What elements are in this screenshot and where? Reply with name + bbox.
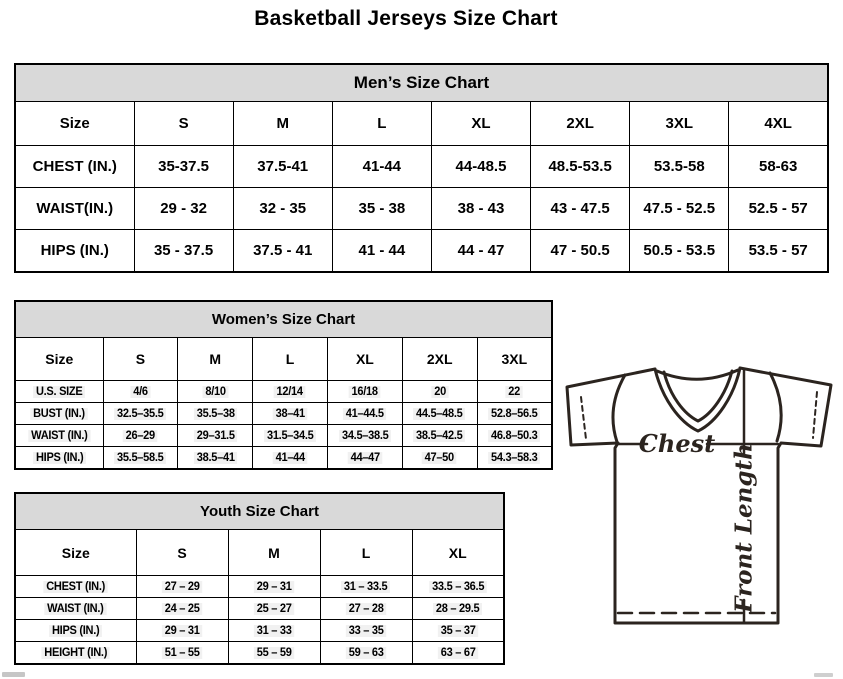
table-cell xyxy=(412,620,504,642)
page-title: Basketball Jerseys Size Chart xyxy=(254,7,558,30)
womens-size-chart-table xyxy=(14,300,553,470)
cell-text: 28 – 29.5 xyxy=(433,603,482,615)
cell-text: 52.8–56.5 xyxy=(488,408,540,420)
table-cell xyxy=(402,381,477,403)
table-cell: 52.5 - 57 xyxy=(729,188,828,230)
table-cell: 48.5-53.5 xyxy=(531,146,630,188)
row-label: HIPS (IN.) xyxy=(15,230,134,273)
scrollbar-thumb-right[interactable] xyxy=(814,673,833,677)
cell-text: 29 – 31 xyxy=(162,625,203,637)
cell-text: HIPS (IN.) xyxy=(33,452,86,464)
column-header: 4XL xyxy=(729,102,828,146)
cell-text: 31 – 33.5 xyxy=(341,581,390,593)
table-cell: 35 - 37.5 xyxy=(134,230,233,273)
table-cell xyxy=(402,425,477,447)
cell-text: 44–47 xyxy=(347,452,382,464)
table-row xyxy=(15,576,504,598)
cell-text: 34.5–38.5 xyxy=(339,430,391,442)
table-cell xyxy=(477,425,552,447)
table-cell: 41-44 xyxy=(332,146,431,188)
chest-label: Chest xyxy=(638,429,716,458)
table-cell xyxy=(402,447,477,470)
table-cell: 32 - 35 xyxy=(233,188,332,230)
cell-text: 59 – 63 xyxy=(346,647,387,659)
table-cell xyxy=(103,403,178,425)
cell-text: 44.5–48.5 xyxy=(414,408,466,420)
table-cell: 50.5 - 53.5 xyxy=(630,230,729,273)
cell-text: 46.8–50.3 xyxy=(488,430,540,442)
table-cell xyxy=(412,598,504,620)
table-cell: 44 - 47 xyxy=(431,230,530,273)
cell-text: BUST (IN.) xyxy=(31,408,88,420)
table-cell xyxy=(253,425,328,447)
table-cell: 47 - 50.5 xyxy=(531,230,630,273)
table-cell xyxy=(253,403,328,425)
cell-text: 12/14 xyxy=(274,386,306,398)
right-sleeve-dash xyxy=(813,392,817,438)
cell-text: WAIST (IN.) xyxy=(45,603,107,615)
scrollbar-thumb-left[interactable] xyxy=(2,672,25,677)
table-cell: 58-63 xyxy=(729,146,828,188)
column-header: 2XL xyxy=(531,102,630,146)
table-row xyxy=(15,381,552,403)
cell-text: 38–41 xyxy=(273,408,308,420)
left-sleeve-dash xyxy=(581,397,586,439)
column-header: S xyxy=(103,338,178,381)
table-cell xyxy=(402,403,477,425)
table-cell xyxy=(136,598,228,620)
table-cell xyxy=(178,403,253,425)
column-header: M xyxy=(228,530,320,576)
table-row xyxy=(15,403,552,425)
youth-table-title: Youth Size Chart xyxy=(15,493,504,530)
cell-text: 20 xyxy=(431,386,448,398)
cell-text: 55 – 59 xyxy=(254,647,295,659)
cell-text: 31.5–34.5 xyxy=(264,430,316,442)
table-cell: 29 - 32 xyxy=(134,188,233,230)
table-cell xyxy=(178,425,253,447)
cell-text: 35 – 37 xyxy=(437,625,478,637)
cell-text: 35.5–38 xyxy=(193,408,237,420)
cell-text: 38.5–41 xyxy=(193,452,237,464)
table-cell xyxy=(136,576,228,598)
table-cell: 35-37.5 xyxy=(134,146,233,188)
row-label xyxy=(15,642,136,665)
table-cell: 38 - 43 xyxy=(431,188,530,230)
table-cell xyxy=(136,620,228,642)
table-cell xyxy=(327,425,402,447)
cell-text: 47–50 xyxy=(422,452,457,464)
cell-text: 25 – 27 xyxy=(254,603,295,615)
table-cell: 53.5 - 57 xyxy=(729,230,828,273)
column-header: L xyxy=(332,102,431,146)
table-cell xyxy=(178,381,253,403)
table-cell xyxy=(320,642,412,665)
table-cell xyxy=(178,447,253,470)
cell-text: 38.5–42.5 xyxy=(414,430,466,442)
column-header: Size xyxy=(15,102,134,146)
mens-table-title: Men’s Size Chart xyxy=(15,64,828,102)
table-cell xyxy=(136,642,228,665)
cell-text: WAIST (IN.) xyxy=(28,430,90,442)
table-row xyxy=(15,188,828,230)
table-cell xyxy=(228,642,320,665)
table-cell xyxy=(103,381,178,403)
cell-text: 33 – 35 xyxy=(346,625,387,637)
table-row xyxy=(15,425,552,447)
table-cell xyxy=(320,620,412,642)
table-row xyxy=(15,598,504,620)
table-cell xyxy=(103,425,178,447)
column-header: XL xyxy=(412,530,504,576)
row-label xyxy=(15,598,136,620)
column-header: S xyxy=(134,102,233,146)
cell-text: CHEST (IN.) xyxy=(43,581,108,593)
column-header: S xyxy=(136,530,228,576)
table-cell xyxy=(412,642,504,665)
row-label xyxy=(15,403,103,425)
row-label xyxy=(15,576,136,598)
column-header: XL xyxy=(327,338,402,381)
row-label xyxy=(15,381,103,403)
table-cell xyxy=(228,576,320,598)
table-cell xyxy=(103,447,178,470)
row-label: WAIST(IN.) xyxy=(15,188,134,230)
cell-text: 26–29 xyxy=(123,430,158,442)
jersey-measurement-diagram xyxy=(556,362,838,628)
row-label xyxy=(15,620,136,642)
womens-table-title: Women’s Size Chart xyxy=(15,301,552,338)
cell-text: 22 xyxy=(506,386,523,398)
column-header: Size xyxy=(15,530,136,576)
row-label xyxy=(15,425,103,447)
table-cell xyxy=(477,447,552,470)
cell-text: 31 – 33 xyxy=(254,625,295,637)
column-header: L xyxy=(320,530,412,576)
cell-text: 32.5–35.5 xyxy=(114,408,166,420)
table-cell xyxy=(327,381,402,403)
table-row xyxy=(15,146,828,188)
cell-text: 24 – 25 xyxy=(162,603,203,615)
cell-text: 51 – 55 xyxy=(162,647,203,659)
table-cell: 47.5 - 52.5 xyxy=(630,188,729,230)
cell-text: 33.5 – 36.5 xyxy=(429,581,487,593)
table-cell: 35 - 38 xyxy=(332,188,431,230)
cell-text: 16/18 xyxy=(349,386,381,398)
table-row xyxy=(15,230,828,273)
cell-text: HEIGHT (IN.) xyxy=(41,647,110,659)
table-row xyxy=(15,642,504,665)
front-length-label: Front Length xyxy=(730,443,758,613)
cell-text: 4/6 xyxy=(130,386,150,398)
table-cell: 44-48.5 xyxy=(431,146,530,188)
table-cell: 37.5-41 xyxy=(233,146,332,188)
column-header: 2XL xyxy=(402,338,477,381)
table-cell xyxy=(327,447,402,470)
cell-text: 41–44.5 xyxy=(343,408,387,420)
table-cell: 43 - 47.5 xyxy=(531,188,630,230)
cell-text: U.S. SIZE xyxy=(33,386,85,398)
row-label xyxy=(15,447,103,470)
table-row xyxy=(15,620,504,642)
column-header: XL xyxy=(431,102,530,146)
table-cell xyxy=(228,598,320,620)
collar-back-line xyxy=(657,370,738,379)
right-armhole-seam xyxy=(770,373,781,441)
cell-text: 41–44 xyxy=(273,452,308,464)
table-cell xyxy=(412,576,504,598)
cell-text: 35.5–58.5 xyxy=(114,452,166,464)
table-cell: 37.5 - 41 xyxy=(233,230,332,273)
table-cell xyxy=(320,576,412,598)
table-row xyxy=(15,447,552,470)
column-header: 3XL xyxy=(630,102,729,146)
table-cell xyxy=(477,403,552,425)
left-armhole-seam xyxy=(613,375,625,442)
table-cell: 41 - 44 xyxy=(332,230,431,273)
table-cell xyxy=(327,403,402,425)
cell-text: HIPS (IN.) xyxy=(49,625,102,637)
cell-text: 27 – 29 xyxy=(162,581,203,593)
table-cell: 53.5-58 xyxy=(630,146,729,188)
column-header: Size xyxy=(15,338,103,381)
column-header: L xyxy=(253,338,328,381)
mens-size-chart-table xyxy=(14,63,829,273)
table-cell xyxy=(320,598,412,620)
cell-text: 8/10 xyxy=(202,386,228,398)
cell-text: 63 – 67 xyxy=(437,647,478,659)
cell-text: 29–31.5 xyxy=(193,430,237,442)
cell-text: 54.3–58.3 xyxy=(488,452,540,464)
table-cell xyxy=(228,620,320,642)
row-label: CHEST (IN.) xyxy=(15,146,134,188)
column-header: 3XL xyxy=(477,338,552,381)
cell-text: 29 – 31 xyxy=(254,581,295,593)
table-cell xyxy=(477,381,552,403)
jersey-outline xyxy=(567,368,831,623)
column-header: M xyxy=(233,102,332,146)
youth-size-chart-table xyxy=(14,492,505,665)
column-header: M xyxy=(178,338,253,381)
cell-text: 27 – 28 xyxy=(346,603,387,615)
table-cell xyxy=(253,381,328,403)
table-cell xyxy=(253,447,328,470)
